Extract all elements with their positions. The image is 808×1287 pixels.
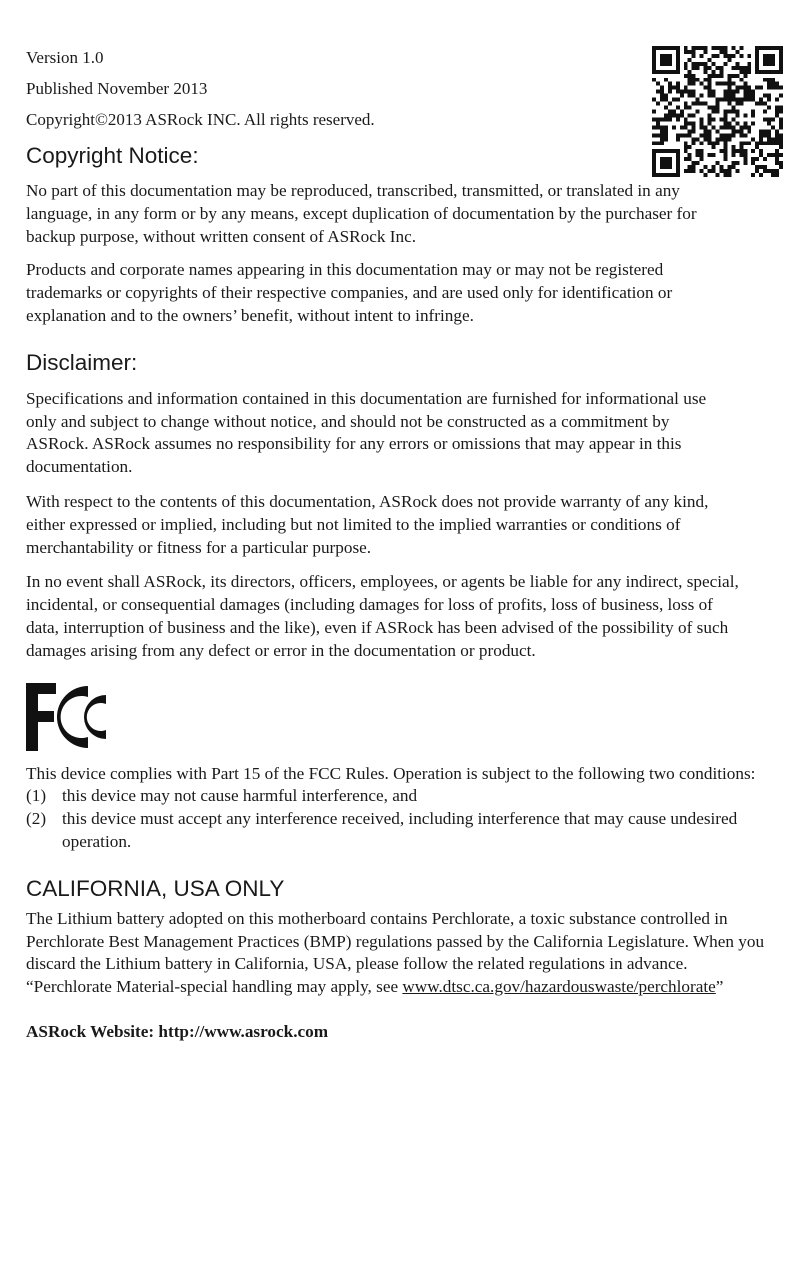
condition-number: (1) bbox=[26, 786, 47, 806]
list-item bbox=[26, 785, 778, 808]
fcc-logo bbox=[26, 683, 122, 751]
copyright-notice-paragraph-1: No part of this documentation may be reproduced, transcribed, transmitted, or translated in any language, in any form or by any means, except duplication of documentation by the purchaser for backup purpose, without written consent of ASRock Inc. bbox=[26, 181, 697, 246]
asrock-website: ASRock Website: http://www.asrock.com bbox=[26, 1021, 329, 1041]
condition-number: (2) bbox=[26, 809, 47, 829]
document-meta bbox=[26, 42, 778, 135]
version-text: Version 1.0 bbox=[26, 48, 104, 67]
published-text: Published November 2013 bbox=[26, 79, 208, 98]
disclaimer-heading: Disclaimer: bbox=[26, 349, 138, 375]
copyright-notice-heading: Copyright Notice: bbox=[26, 143, 199, 168]
document-page bbox=[26, 42, 778, 1044]
condition-text: this device may not cause harmful interference, and bbox=[62, 786, 418, 806]
california-heading: CALIFORNIA, USA ONLY bbox=[26, 875, 285, 901]
fcc-intro: This device complies with Part 15 of the FCC Rules. Operation is subject to the following two conditions: bbox=[26, 763, 756, 783]
copyright-notice-paragraph-2: Products and corporate names appearing in this documentation may or may not be registered trademarks or copyrights of their respective companies, and are used only for identification or explanation and to the owners’ benefit, without intent to infringe. bbox=[26, 260, 673, 325]
fcc-conditions-list bbox=[26, 785, 778, 853]
disclaimer-paragraph-1: Specifications and information contained in this documentation are furnished for informational use only and subject to change without notice, and should not be constructed as a commitment by ASRock. ASRock assumes no responsibility for any errors or omissions that may appear in this documentation. bbox=[26, 388, 707, 477]
disclaimer-paragraph-3: In no event shall ASRock, its directors, officers, employees, or agents be liable for any indirect, special, incidental, or consequential damages (including damages for loss of profits, loss of business, loss of data, interruption of business and the like), even if ASRock has been advised of the possibility of such damages arising from any defect or error in the documentation or product. bbox=[26, 572, 739, 660]
disclaimer-paragraph-2: With respect to the contents of this documentation, ASRock does not provide warranty of any kind, either expressed or implied, including but not limited to the implied warranties or conditions of merchantability or fitness for a particular purpose. bbox=[26, 491, 709, 557]
quote-suffix: ” bbox=[715, 977, 724, 997]
list-item bbox=[26, 808, 742, 854]
perchlorate-quote bbox=[26, 976, 778, 999]
copyright-text: Copyright©2013 ASRock INC. All rights reserved. bbox=[26, 110, 375, 129]
condition-text: this device must accept any interference received, including interference that may cause undesired operation. bbox=[62, 809, 738, 851]
quote-prefix: “Perchlorate Material-special handling may apply, see bbox=[26, 977, 403, 997]
california-paragraph: The Lithium battery adopted on this motherboard contains Perchlorate, a toxic substance controlled in Perchlorate Best Management Practices (BMP) regulations passed by the California Legislature. When you discard the Lithium battery in California, USA, please follow the related regulations in advance. bbox=[26, 908, 765, 974]
dtsc-link[interactable]: www.dtsc.ca.gov/hazardouswaste/perchlorate bbox=[402, 977, 716, 997]
